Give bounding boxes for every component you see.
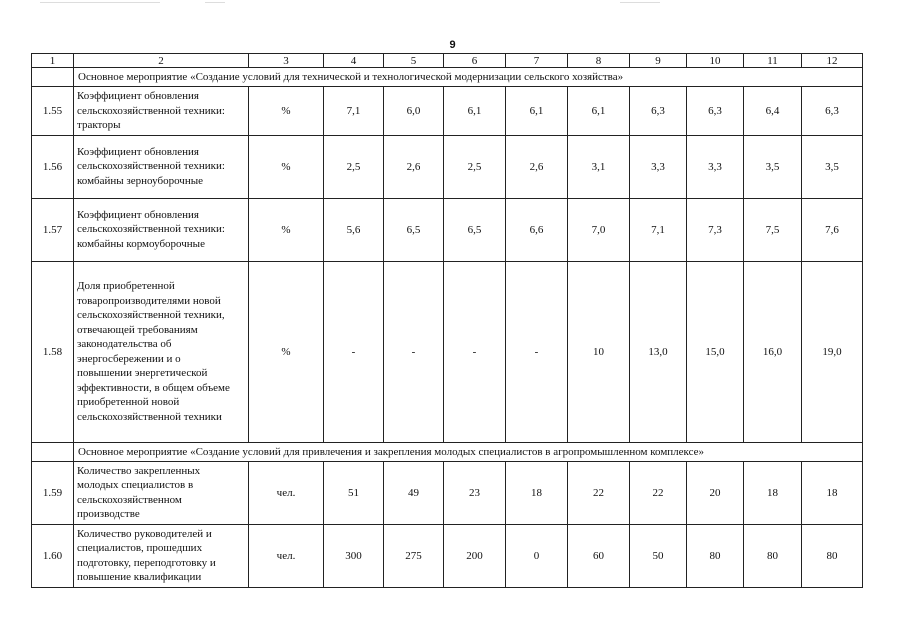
value-cell: 13,0: [630, 261, 687, 442]
section-blank-cell: [32, 68, 74, 87]
table-row: [32, 524, 863, 587]
section-row: [32, 68, 863, 87]
description-line: приобретенной новой: [77, 396, 180, 408]
description-line: Коэффициент обновления: [77, 90, 199, 102]
column-header: 2: [74, 54, 249, 68]
row-number: 1.59: [32, 461, 74, 524]
value-cell: 23: [444, 461, 506, 524]
description-line: повышении энергетической: [77, 367, 208, 379]
value-cell: 60: [568, 524, 630, 587]
scan-artifact-line: [620, 2, 660, 3]
value-cell: 18: [744, 461, 802, 524]
section-title: Основное мероприятие «Создание условий для технической и технологической модернизации сельского хозяйства»: [74, 68, 863, 87]
value-cell: 7,5: [744, 198, 802, 261]
unit-cell: чел.: [249, 461, 324, 524]
value-cell: 275: [384, 524, 444, 587]
column-header: 3: [249, 54, 324, 68]
description-line: энергосбережении и о: [77, 352, 181, 365]
row-number: 1.57: [32, 198, 74, 261]
table-row: [32, 87, 863, 136]
page-number: 9: [449, 39, 456, 51]
column-header: 9: [630, 54, 687, 68]
description-line: Коэффициент обновления: [77, 145, 199, 158]
unit-cell: %: [249, 87, 324, 136]
description-line: товаропроизводителями новой: [77, 294, 221, 307]
value-cell: 6,5: [384, 198, 444, 261]
value-cell: 2,6: [506, 135, 568, 198]
value-cell: 3,3: [687, 135, 744, 198]
unit-cell: чел.: [249, 524, 324, 587]
column-header: 4: [324, 54, 384, 68]
value-cell: 5,6: [324, 198, 384, 261]
value-cell: -: [324, 261, 384, 442]
description-line: специалистов, прошедших: [77, 542, 203, 554]
value-cell: 3,1: [568, 135, 630, 198]
value-cell: 51: [324, 461, 384, 524]
description-line: сельскохозяйственном: [77, 493, 182, 506]
description-line: производстве: [77, 508, 140, 520]
value-cell: 19,0: [802, 261, 863, 442]
description-line: сельскохозяйственной техники:: [77, 160, 225, 173]
description-line: Доля приобретенной: [77, 280, 175, 292]
column-header: 7: [506, 54, 568, 68]
value-cell: 7,1: [630, 198, 687, 261]
row-number: 1.58: [32, 261, 74, 442]
value-cell: 7,3: [687, 198, 744, 261]
value-cell: 200: [444, 524, 506, 587]
value-cell: 80: [687, 524, 744, 587]
value-cell: 2,6: [384, 135, 444, 198]
value-cell: 6,4: [744, 87, 802, 136]
value-cell: 6,3: [802, 87, 863, 136]
table-row: [32, 135, 863, 198]
description-line: Количество закрепленных: [77, 464, 201, 477]
value-cell: 3,5: [744, 135, 802, 198]
value-cell: 7,1: [324, 87, 384, 136]
description-line: подготовку, переподготовку и: [77, 556, 216, 569]
description-line: сельскохозяйственной техники,: [77, 309, 225, 321]
value-cell: 6,3: [630, 87, 687, 136]
description-line: эффективности, в общем объеме: [77, 381, 230, 394]
indicators-table: [31, 53, 863, 588]
column-header: 8: [568, 54, 630, 68]
value-cell: 18: [802, 461, 863, 524]
column-header: 12: [802, 54, 863, 68]
value-cell: 6,1: [568, 87, 630, 136]
description-line: комбайны зерноуборочные: [77, 174, 203, 187]
value-cell: 22: [568, 461, 630, 524]
unit-cell: %: [249, 135, 324, 198]
value-cell: 10: [568, 261, 630, 442]
value-cell: 300: [324, 524, 384, 587]
table-row: [32, 461, 863, 524]
description-line: комбайны кормоуборочные: [77, 237, 205, 250]
section-title: Основное мероприятие «Создание условий для привлечения и закрепления молодых специалистов в агропромышленном комплексе»: [74, 442, 863, 461]
scan-artifact-line: [205, 2, 225, 3]
indicator-description: [74, 87, 249, 136]
column-header: 11: [744, 54, 802, 68]
value-cell: 7,6: [802, 198, 863, 261]
description-line: сельскохозяйственной техники:: [77, 104, 225, 117]
description-line: отвечающей требованиям: [77, 323, 198, 336]
header-row: [32, 54, 863, 68]
column-header: 5: [384, 54, 444, 68]
value-cell: 15,0: [687, 261, 744, 442]
indicator-description: [74, 524, 249, 587]
description-line: законодательства об: [77, 338, 172, 350]
value-cell: 3,3: [630, 135, 687, 198]
indicator-description: [74, 461, 249, 524]
description-line: сельскохозяйственной техники: [77, 410, 222, 423]
value-cell: 6,3: [687, 87, 744, 136]
value-cell: 6,1: [506, 87, 568, 136]
value-cell: 2,5: [444, 135, 506, 198]
value-cell: 7,0: [568, 198, 630, 261]
section-row: [32, 442, 863, 461]
row-number: 1.60: [32, 524, 74, 587]
column-header: 10: [687, 54, 744, 68]
row-number: 1.56: [32, 135, 74, 198]
section-blank-cell: [32, 442, 74, 461]
description-line: повышение квалификации: [77, 571, 202, 583]
value-cell: 3,5: [802, 135, 863, 198]
value-cell: 80: [802, 524, 863, 587]
value-cell: 18: [506, 461, 568, 524]
value-cell: -: [506, 261, 568, 442]
value-cell: 49: [384, 461, 444, 524]
value-cell: 6,6: [506, 198, 568, 261]
description-line: тракторы: [77, 119, 121, 131]
value-cell: 6,0: [384, 87, 444, 136]
column-header: 6: [444, 54, 506, 68]
unit-cell: %: [249, 198, 324, 261]
table-row: [32, 198, 863, 261]
value-cell: -: [384, 261, 444, 442]
value-cell: 6,5: [444, 198, 506, 261]
value-cell: 0: [506, 524, 568, 587]
table-row: [32, 261, 863, 442]
value-cell: 16,0: [744, 261, 802, 442]
unit-cell: %: [249, 261, 324, 442]
value-cell: 22: [630, 461, 687, 524]
indicator-description: [74, 135, 249, 198]
scan-artifact-line: [40, 2, 160, 3]
description-line: Коэффициент обновления: [77, 208, 199, 221]
column-header: 1: [32, 54, 74, 68]
value-cell: 2,5: [324, 135, 384, 198]
value-cell: -: [444, 261, 506, 442]
row-number: 1.55: [32, 87, 74, 136]
indicator-description: [74, 261, 249, 442]
value-cell: 20: [687, 461, 744, 524]
value-cell: 6,1: [444, 87, 506, 136]
indicator-description: [74, 198, 249, 261]
description-line: сельскохозяйственной техники:: [77, 223, 225, 236]
value-cell: 80: [744, 524, 802, 587]
value-cell: 50: [630, 524, 687, 587]
description-line: Количество руководителей и: [77, 527, 212, 540]
description-line: молодых специалистов в: [77, 479, 194, 491]
